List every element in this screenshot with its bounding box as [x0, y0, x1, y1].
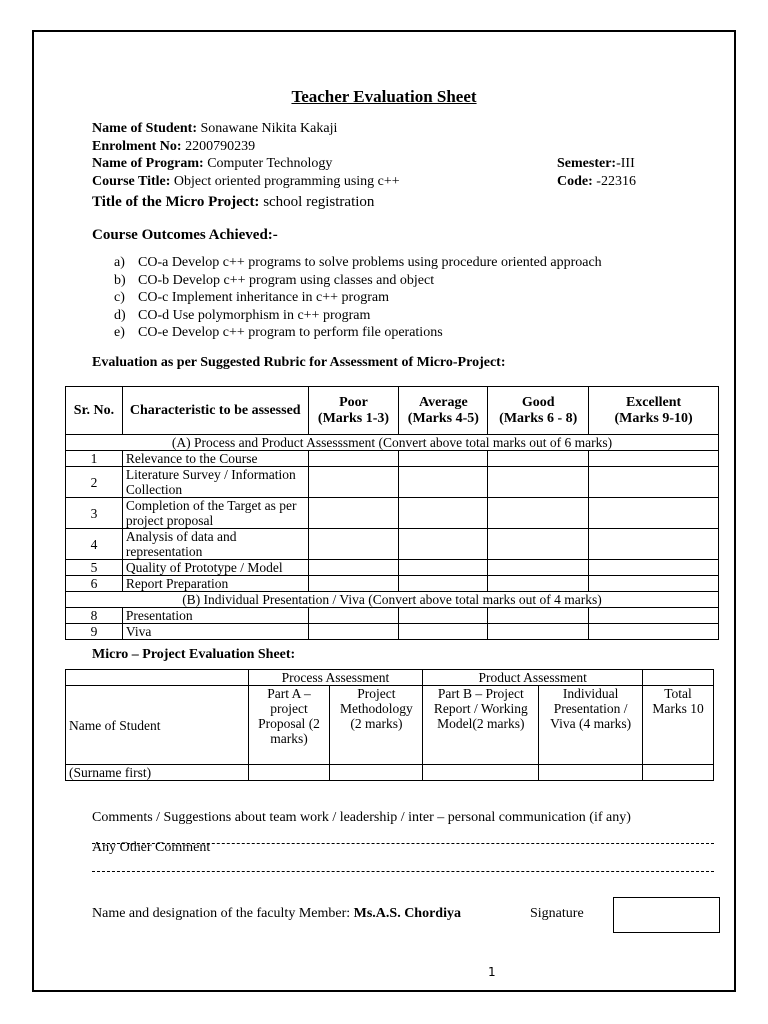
- rubric-table: [65, 386, 719, 640]
- outcome-item: b) CO-b Develop c++ program using classes and object: [114, 273, 435, 288]
- outcome-item: a) CO-a Develop c++ programs to solve problems using procedure oriented approach: [114, 255, 602, 270]
- table-row: 8 Presentation: [66, 608, 719, 624]
- enrolment-label: Enrolment No:: [92, 139, 182, 154]
- table-row: 6 Report Preparation: [66, 576, 719, 592]
- code-label: Code:: [557, 174, 593, 189]
- table-row: 9 Viva: [66, 624, 719, 640]
- course-value: Object oriented programming using c++: [173, 174, 400, 189]
- outcomes-heading: Course Outcomes Achieved:-: [92, 227, 278, 243]
- signature-box[interactable]: [613, 897, 720, 933]
- process-assessment-header: Process Assessment: [248, 670, 423, 686]
- col-good: Good (Marks 6 - 8): [488, 387, 589, 435]
- outcome-item: c) CO-c Implement inheritance in c++ program: [114, 290, 389, 305]
- name-of-student-header: Name of Student: [66, 686, 249, 765]
- product-assessment-header: Product Assessment: [423, 670, 643, 686]
- table-row: 2 Literature Survey / Information Collection: [66, 467, 719, 498]
- outcome-item: e) CO-e Develop c++ program to perform file operations: [114, 325, 443, 340]
- col-poor: Poor (Marks 1-3): [308, 387, 399, 435]
- table-row: 1 Relevance to the Course: [66, 451, 719, 467]
- col-excellent: Excellent (Marks 9-10): [589, 387, 719, 435]
- outcome-item: d) CO-d Use polymorphism in c++ program: [114, 308, 371, 323]
- methodology-header: Project Methodology (2 marks): [330, 686, 423, 765]
- program-value: Computer Technology: [207, 156, 333, 171]
- individual-header: Individual Presentation / Viva (4 marks): [539, 686, 643, 765]
- micro-heading: Micro – Project Evaluation Sheet:: [92, 647, 296, 662]
- code-line: [557, 174, 636, 190]
- student-name-line: [92, 121, 337, 137]
- student-name-label: Name of Student:: [92, 121, 197, 136]
- enrolment-value: 2200790239: [185, 139, 256, 154]
- page-number: 1: [488, 965, 496, 979]
- student-name-value: Sonawane Nikita Kakaji: [200, 121, 338, 136]
- program-line: [92, 156, 332, 172]
- comments-other: Any Other Comment: [92, 840, 211, 855]
- rubric-header-row: [66, 387, 719, 435]
- semester-value: -III: [616, 156, 635, 171]
- semester-label: Semester:: [557, 156, 617, 171]
- semester-line: [557, 156, 635, 172]
- project-label: Title of the Micro Project:: [92, 194, 260, 210]
- comment-line: [92, 871, 714, 872]
- table-row: 5 Quality of Prototype / Model: [66, 560, 719, 576]
- col-average: Average (Marks 4-5): [399, 387, 488, 435]
- project-line: [92, 194, 374, 211]
- col-characteristic: Characteristic to be assessed: [122, 387, 308, 435]
- total-header: Total Marks 10: [643, 686, 714, 765]
- comments-team: Comments / Suggestions about team work / leadership / inter – personal communication (if any): [92, 810, 631, 825]
- faculty-label: Name and designation of the faculty Member:: [92, 906, 351, 921]
- section-a-label: (A) Process and Product Assesssment (Convert above total marks out of 6 marks): [66, 435, 719, 451]
- enrolment-line: [92, 139, 255, 155]
- part-b-header: Part B – Project Report / Working Model(2 marks): [423, 686, 539, 765]
- table-row: 4 Analysis of data and representation: [66, 529, 719, 560]
- project-value: school registration: [263, 194, 375, 210]
- micro-evaluation-table: [65, 669, 714, 781]
- surname-first: (Surname first): [66, 765, 249, 781]
- part-a-header: Part A – project Proposal (2 marks): [248, 686, 330, 765]
- course-label: Course Title:: [92, 174, 171, 189]
- col-sr: Sr. No.: [66, 387, 123, 435]
- code-value: -22316: [596, 174, 636, 189]
- faculty-name: Ms.A.S. Chordiya: [353, 906, 461, 921]
- page-title: Teacher Evaluation Sheet: [291, 87, 477, 106]
- rubric-heading: Evaluation as per Suggested Rubric for Assessment of Micro-Project:: [92, 355, 506, 370]
- faculty-line: [92, 906, 461, 922]
- signature-label: Signature: [530, 906, 584, 921]
- course-line: [92, 174, 400, 190]
- table-row: 3 Completion of the Target as per project proposal: [66, 498, 719, 529]
- section-b-label: (B) Individual Presentation / Viva (Convert above total marks out of 4 marks): [66, 592, 719, 608]
- program-label: Name of Program:: [92, 156, 204, 171]
